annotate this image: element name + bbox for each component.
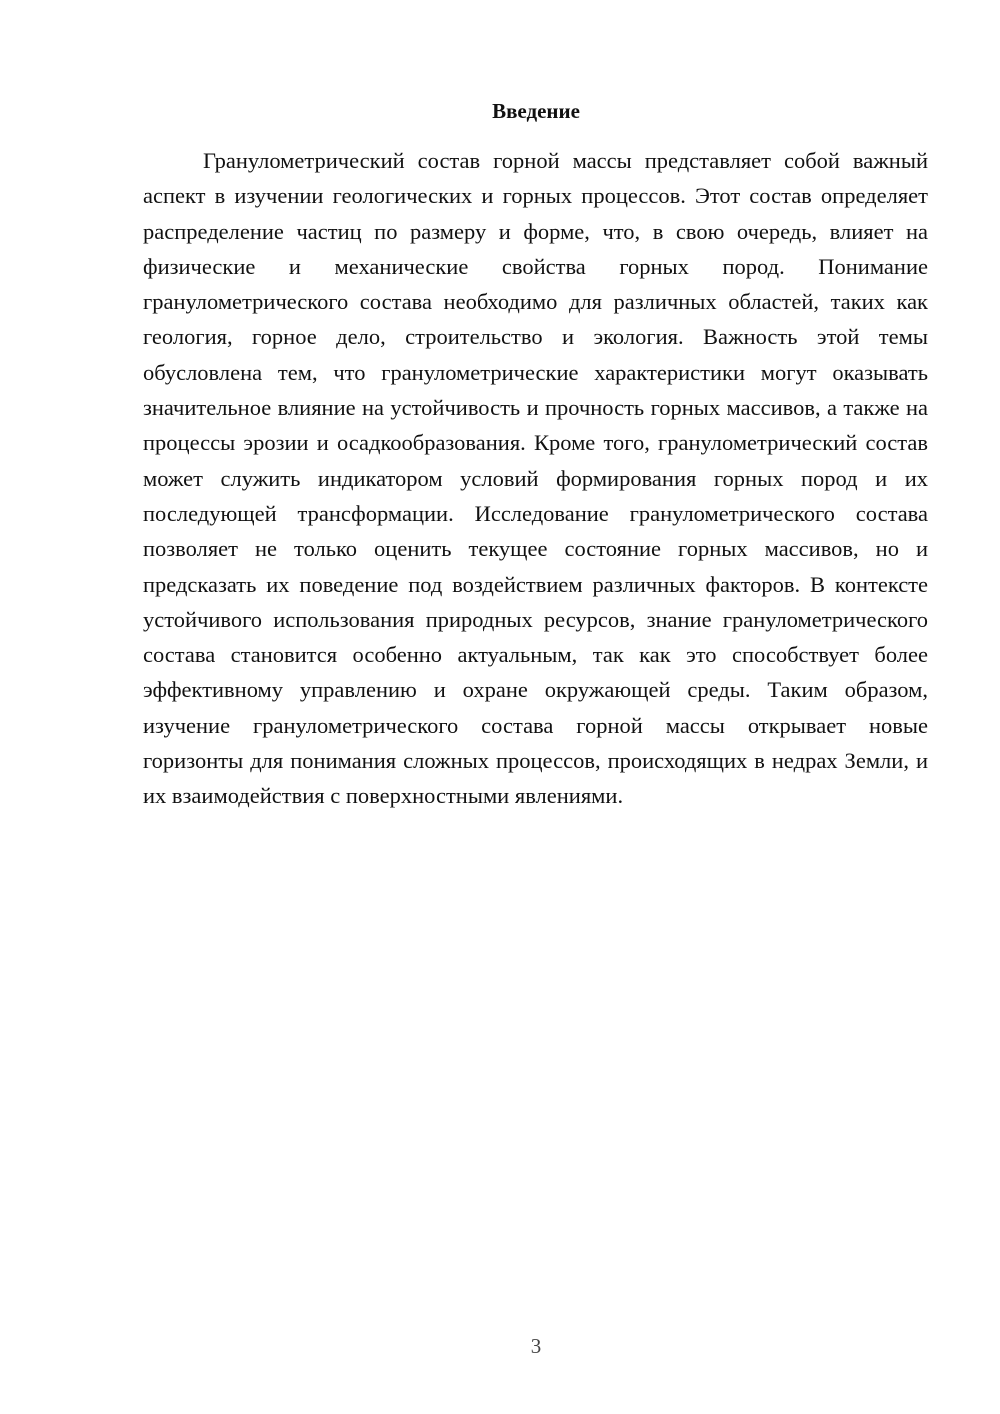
section-heading: Введение — [492, 99, 580, 123]
body-paragraph: Гранулометрический состав горной массы представляет собой важный аспект в изучении геологических и горных процессов. Этот состав определяет распределение частиц по размеру и форме, что, в свою очередь, влияет на физические и механические свойства горных пород. Понимание гранулометрического состава необходимо для различных областей, таких как геология, горное дело, строительство и экология. Важность этой темы обусловлена тем, что гранулометрические характеристики могут оказывать значительное влияние на устойчивость и прочность горных массивов, а также на процессы эрозии и осадкообразования. Кроме того, гранулометрический состав может служить индикатором условий формирования горных пород и их последующей трансформации. Исследование гранулометрического состава позволяет не только оценить текущее состояние горных массивов, но и предсказать их поведение под воздействием различных факторов. В контексте устойчивого использования природных ресурсов, знание гранулометрического состава становится особенно актуальным, так как это способствует более эффективному управлению и охране окружающей среды. Таким образом, изучение гранулометрического состава горной массы открывает новые горизонты для понимания сложных процессов, происходящих в недрах Земли, и их взаимодействия с поверхностными явлениями. — [143, 148, 928, 809]
page-number: 3 — [530, 1334, 542, 1358]
